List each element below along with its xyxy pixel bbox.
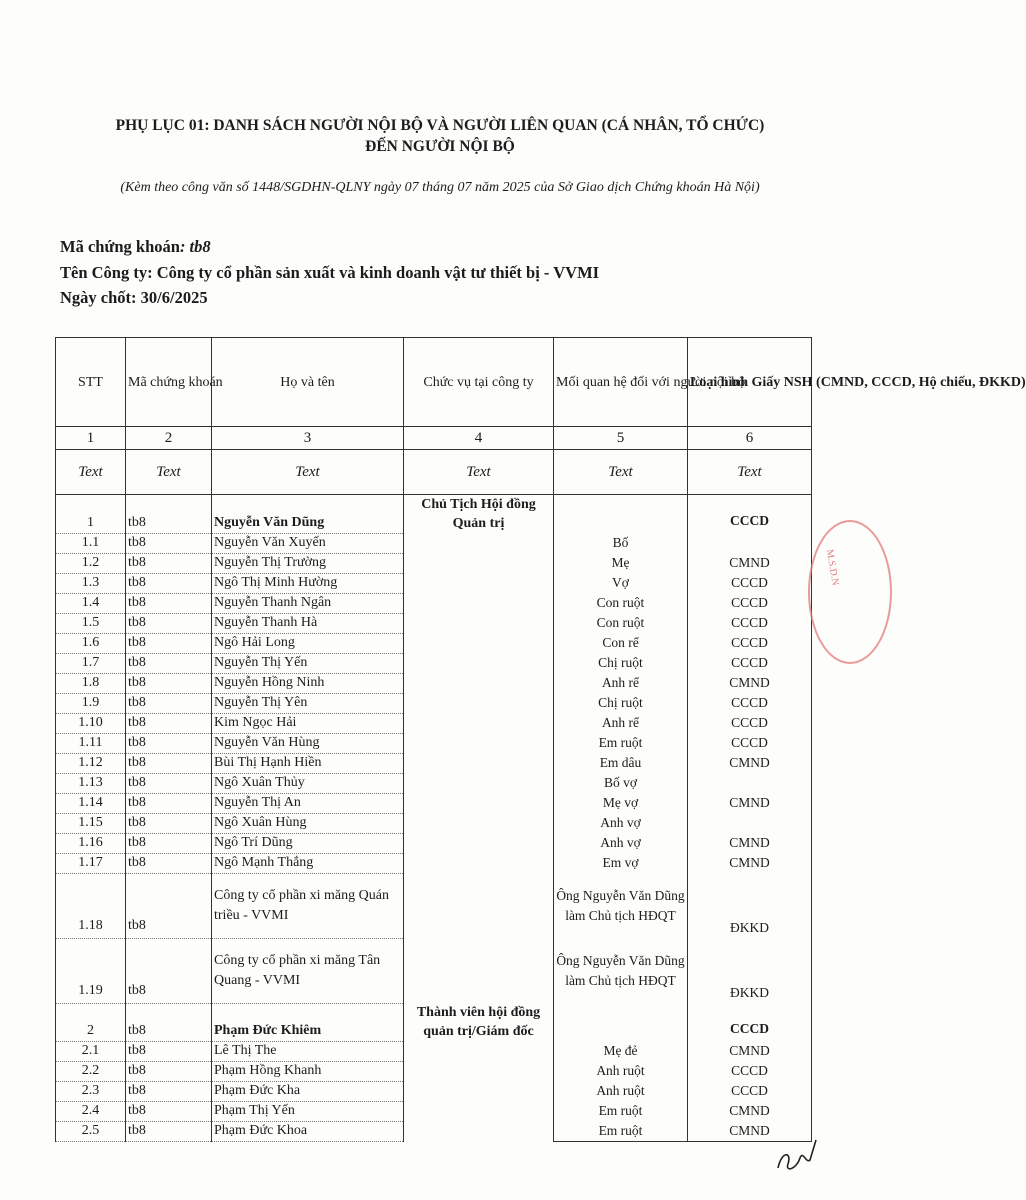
column-number: 5 [554, 427, 688, 450]
document-title: PHỤ LỤC 01: DANH SÁCH NGƯỜI NỘI BỘ VÀ NGƯỜI LIÊN QUAN (CÁ NHÂN, TỔ CHỨC) ĐẾN NGƯỜI NỘI BỘ [115, 117, 765, 155]
doc-type-cell: CCCD [688, 633, 812, 653]
doc-type-cell: CCCD [688, 713, 812, 733]
company-stamp [808, 520, 892, 664]
stock-code-cell: tb8 [126, 1101, 212, 1121]
full-name-cell: Phạm Thị Yến [212, 1101, 404, 1121]
stock-code-cell: tb8 [126, 833, 212, 853]
table-row [56, 495, 812, 534]
stock-code-cell: tb8 [126, 653, 212, 673]
column-number: 1 [56, 427, 126, 450]
relationship-cell: Em ruột [554, 1101, 688, 1121]
stock-code-cell: tb8 [126, 793, 212, 813]
stt-cell: 1.9 [56, 693, 126, 713]
doc-type-cell: CCCD [688, 1061, 812, 1081]
doc-type-cell: CCCD [688, 495, 812, 534]
doc-type-cell: CMND [688, 1101, 812, 1121]
relationship-cell: Em ruột [554, 1121, 688, 1141]
stock-code-cell: tb8 [126, 1061, 212, 1081]
full-name-cell: Nguyễn Thanh Hà [212, 613, 404, 633]
doc-type-cell: CMND [688, 833, 812, 853]
company-label: Tên Công ty: [60, 263, 153, 282]
relationship-cell [554, 495, 688, 534]
stock-code-cell: tb8 [126, 773, 212, 793]
full-name-cell: Phạm Đức Kha [212, 1081, 404, 1101]
doc-type-cell: CMND [688, 753, 812, 773]
stock-code-cell: tb8 [126, 573, 212, 593]
stock-code-cell: tb8 [126, 553, 212, 573]
relationship-cell: Anh rể [554, 713, 688, 733]
doc-type-cell: CCCD [688, 573, 812, 593]
placeholder-cell: Text [554, 450, 688, 495]
stt-cell: 1.11 [56, 733, 126, 753]
stt-cell: 1.3 [56, 573, 126, 593]
stt-cell: 1.18 [56, 873, 126, 938]
full-name-cell: Kim Ngọc Hải [212, 713, 404, 733]
doc-type-cell: CCCD [688, 653, 812, 673]
stt-cell: 1.10 [56, 713, 126, 733]
header-stock-code: Mã chứng khoán [126, 338, 212, 427]
doc-type-cell [688, 813, 812, 833]
stt-cell: 1.16 [56, 833, 126, 853]
stt-cell: 1.1 [56, 533, 126, 553]
relationship-cell: Em vợ [554, 853, 688, 873]
stock-code-cell: tb8 [126, 1081, 212, 1101]
stock-code-cell: tb8 [126, 633, 212, 653]
relationship-cell: Em ruột [554, 733, 688, 753]
relationship-cell: Mẹ đẻ [554, 1041, 688, 1061]
stock-code-cell: tb8 [126, 495, 212, 534]
doc-type-cell: CCCD [688, 733, 812, 753]
company-line [60, 263, 599, 283]
stt-cell: 2.4 [56, 1101, 126, 1121]
stt-cell: 1.13 [56, 773, 126, 793]
header-full-name: Họ và tên [212, 338, 404, 427]
stock-code-value: : tb8 [179, 237, 211, 256]
doc-type-cell: CMND [688, 1041, 812, 1061]
doc-type-cell [688, 773, 812, 793]
full-name-cell: Ngô Trí Dũng [212, 833, 404, 853]
placeholder-cell: Text [126, 450, 212, 495]
stock-code-line [60, 237, 211, 257]
full-name-cell: Ngô Xuân Thủy [212, 773, 404, 793]
relationship-cell: Anh ruột [554, 1081, 688, 1101]
record-date-value: 30/6/2025 [140, 288, 208, 307]
full-name-cell: Nguyễn Thị Yên [212, 693, 404, 713]
stt-cell: 2.5 [56, 1121, 126, 1141]
relationship-cell: Anh rể [554, 673, 688, 693]
relationship-cell: Bố vợ [554, 773, 688, 793]
relationship-cell: Ông Nguyễn Văn Dũng làm Chủ tịch HĐQT [554, 938, 688, 1003]
full-name-cell: Nguyễn Văn Hùng [212, 733, 404, 753]
relationship-cell: Chị ruột [554, 653, 688, 673]
table-row [56, 1003, 812, 1041]
stt-cell: 1.7 [56, 653, 126, 673]
full-name-cell: Phạm Đức Khiêm [212, 1003, 404, 1041]
stt-cell: 1.19 [56, 938, 126, 1003]
doc-type-cell: CCCD [688, 613, 812, 633]
stock-code-cell: tb8 [126, 593, 212, 613]
doc-type-cell: CMND [688, 553, 812, 573]
stt-cell: 1.14 [56, 793, 126, 813]
stock-code-cell: tb8 [126, 713, 212, 733]
relationship-cell: Vợ [554, 573, 688, 593]
doc-type-cell: CCCD [688, 693, 812, 713]
column-number: 2 [126, 427, 212, 450]
relationship-cell: Ông Nguyễn Văn Dũng làm Chủ tịch HĐQT [554, 873, 688, 938]
placeholder-cell: Text [56, 450, 126, 495]
column-number: 6 [688, 427, 812, 450]
company-value: Công ty cổ phần sản xuất và kinh doanh vật tư thiết bị - VVMI [156, 263, 600, 282]
stock-code-cell: tb8 [126, 1121, 212, 1141]
stock-code-cell: tb8 [126, 873, 212, 938]
stock-code-cell: tb8 [126, 813, 212, 833]
relationship-cell: Anh vợ [554, 813, 688, 833]
relationship-cell: Anh ruột [554, 1061, 688, 1081]
stock-code-cell: tb8 [126, 938, 212, 1003]
stt-cell: 1.15 [56, 813, 126, 833]
doc-type-cell [688, 533, 812, 553]
full-name-cell: Nguyễn Văn Xuyến [212, 533, 404, 553]
full-name-cell: Lê Thị The [212, 1041, 404, 1061]
stt-cell: 1.4 [56, 593, 126, 613]
doc-type-cell: ĐKKD [688, 873, 812, 938]
full-name-cell: Phạm Hồng Khanh [212, 1061, 404, 1081]
stt-cell: 1.5 [56, 613, 126, 633]
header-doc-type: Loại hình Giấy NSH (CMND, CCCD, Hộ chiếu, ĐKKD) [688, 338, 812, 427]
placeholder-cell: Text [212, 450, 404, 495]
relationship-cell: Bố [554, 533, 688, 553]
stock-code-cell: tb8 [126, 1041, 212, 1061]
full-name-cell: Nguyễn Thị An [212, 793, 404, 813]
full-name-cell: Ngô Hải Long [212, 633, 404, 653]
document-subtitle: (Kèm theo công văn số 1448/SGDHN-QLNY ngày 07 tháng 07 năm 2025 của Sở Giao dịch Chứng khoán Hà Nội) [120, 180, 760, 195]
full-name-cell: Bùi Thị Hạnh Hiền [212, 753, 404, 773]
doc-type-cell: ĐKKD [688, 938, 812, 1003]
full-name-cell: Nguyễn Thị Yến [212, 653, 404, 673]
relationship-cell [554, 1003, 688, 1041]
full-name-cell: Nguyễn Thanh Ngân [212, 593, 404, 613]
placeholder-cell: Text [404, 450, 554, 495]
doc-type-cell: CMND [688, 793, 812, 813]
stock-code-cell: tb8 [126, 673, 212, 693]
stt-cell: 2.1 [56, 1041, 126, 1061]
stt-cell: 1.8 [56, 673, 126, 693]
position-cell: Thành viên hội đồng quản trị/Giám đốc [404, 1003, 554, 1141]
doc-type-cell: CMND [688, 1121, 812, 1141]
doc-type-cell: CCCD [688, 1081, 812, 1101]
full-name-cell: Nguyễn Văn Dũng [212, 495, 404, 534]
full-name-cell: Nguyễn Hồng Ninh [212, 673, 404, 693]
doc-type-cell: CMND [688, 853, 812, 873]
stt-cell: 2.3 [56, 1081, 126, 1101]
stt-cell: 2.2 [56, 1061, 126, 1081]
stock-code-cell: tb8 [126, 733, 212, 753]
relationship-cell: Con ruột [554, 593, 688, 613]
relationship-cell: Con ruột [554, 613, 688, 633]
relationship-cell: Anh vợ [554, 833, 688, 853]
stt-cell: 1 [56, 495, 126, 534]
stock-code-label: Mã chứng khoán [60, 237, 180, 256]
position-cell: Chủ Tịch Hội đồng Quản trị [404, 495, 554, 1004]
doc-type-cell: CCCD [688, 1003, 812, 1041]
doc-type-cell: CMND [688, 673, 812, 693]
stock-code-cell: tb8 [126, 693, 212, 713]
stock-code-cell: tb8 [126, 1003, 212, 1041]
column-number-row [56, 427, 812, 450]
relationship-cell: Mẹ vợ [554, 793, 688, 813]
placeholder-cell: Text [688, 450, 812, 495]
signature-mark [770, 1130, 820, 1175]
doc-type-cell: CCCD [688, 593, 812, 613]
relationship-cell: Con rể [554, 633, 688, 653]
stt-cell: 1.17 [56, 853, 126, 873]
stt-cell: 1.6 [56, 633, 126, 653]
placeholder-row [56, 450, 812, 495]
record-date-line [60, 288, 208, 308]
full-name-cell: Ngô Thị Minh Hường [212, 573, 404, 593]
record-date-label: Ngày chốt: [60, 288, 137, 307]
relationship-cell: Chị ruột [554, 693, 688, 713]
full-name-cell: Công ty cổ phần xi măng Tân Quang - VVMI [212, 938, 404, 1003]
stock-code-cell: tb8 [126, 753, 212, 773]
stt-cell: 1.2 [56, 553, 126, 573]
stt-cell: 2 [56, 1003, 126, 1041]
header-stt: STT [56, 338, 126, 427]
stock-code-cell: tb8 [126, 533, 212, 553]
stt-cell: 1.12 [56, 753, 126, 773]
full-name-cell: Công ty cổ phần xi măng Quán triều - VVMI [212, 873, 404, 938]
full-name-cell: Phạm Đức Khoa [212, 1121, 404, 1141]
column-number: 3 [212, 427, 404, 450]
relationship-cell: Em dâu [554, 753, 688, 773]
full-name-cell: Ngô Mạnh Thắng [212, 853, 404, 873]
column-number: 4 [404, 427, 554, 450]
full-name-cell: Nguyễn Thị Trường [212, 553, 404, 573]
stock-code-cell: tb8 [126, 613, 212, 633]
full-name-cell: Ngô Xuân Hùng [212, 813, 404, 833]
stock-code-cell: tb8 [126, 853, 212, 873]
header-position: Chức vụ tại công ty [404, 338, 554, 427]
relationship-cell: Mẹ [554, 553, 688, 573]
stamp-text: M.S.D.N [823, 548, 841, 587]
header-relationship: Mối quan hệ đối với người nội bộ [554, 338, 688, 427]
